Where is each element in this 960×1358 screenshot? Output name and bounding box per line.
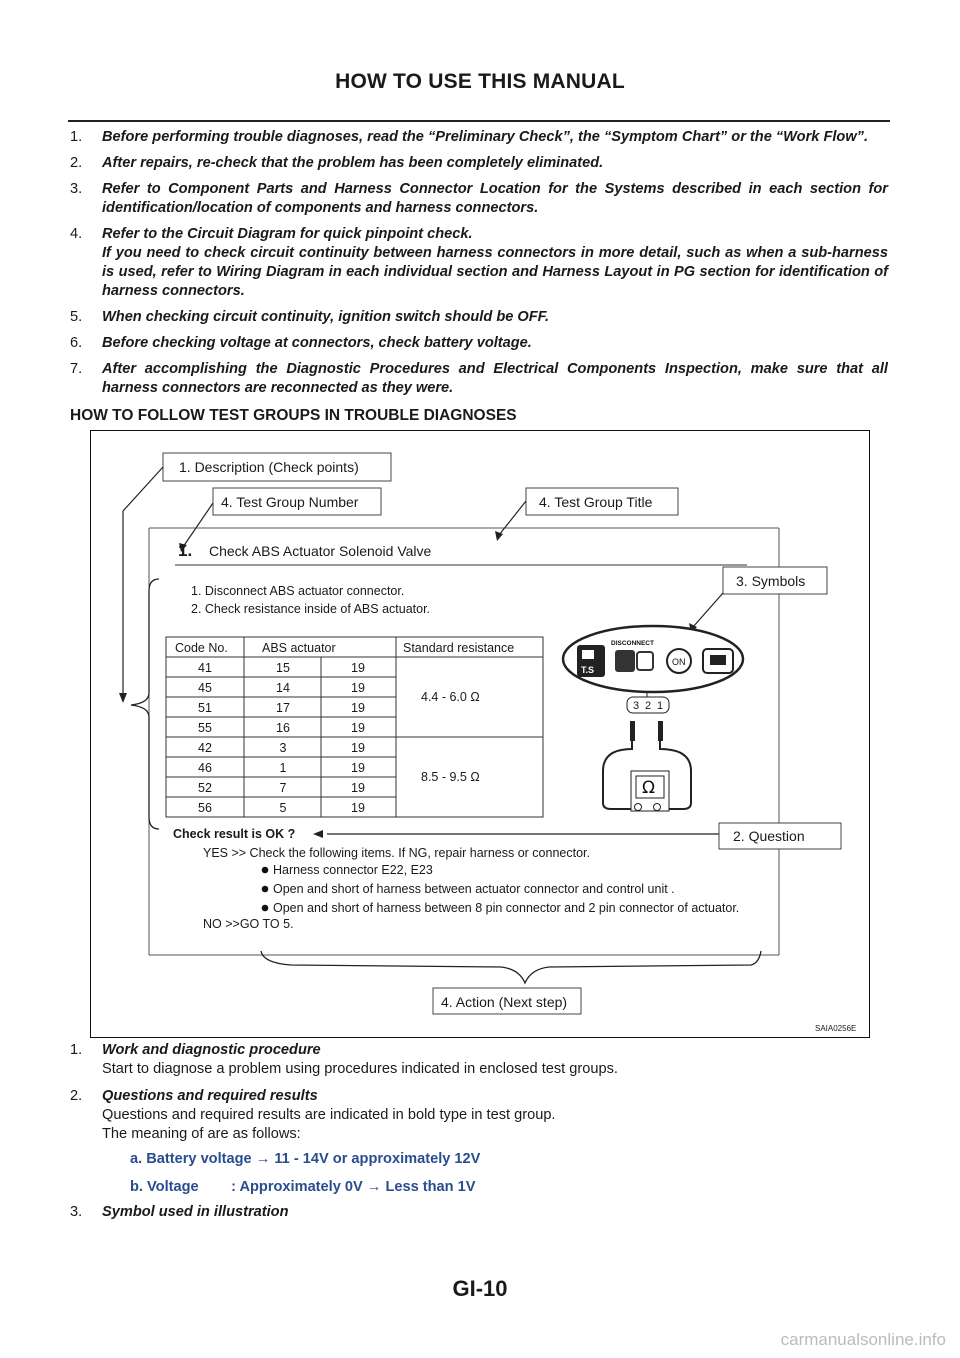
step-text-continued: If you need to check circuit continuity between harness connectors in more detail, such as when a sub-harness is used, refer to Wiring Diagram in each individual section and Harness Layout in PG section for identification of harness connectors. (102, 245, 888, 299)
disconnect-symbol-icon (611, 640, 654, 672)
required-result-examples (130, 1150, 480, 1206)
explanation-list (70, 1041, 888, 1152)
test-group-title: Check ABS Actuator Solenoid Valve (209, 543, 432, 559)
bullet-icon (262, 905, 269, 912)
explanation-item (70, 1087, 888, 1144)
check-item: Harness connector E22, E23 (273, 863, 433, 877)
explanation-item (70, 1041, 888, 1079)
probe-left (630, 721, 635, 741)
probe-right (658, 721, 663, 741)
table-cell: 5 (279, 801, 287, 815)
item-title: Questions and required results (102, 1088, 318, 1104)
figure-code: SAIA0256E (815, 1024, 857, 1033)
table-header-resistance: Standard resistance (403, 641, 515, 655)
connector-pin: 3 (633, 700, 640, 712)
item-number: 3. (70, 1204, 83, 1220)
table-cell: 14 (276, 681, 290, 695)
illustration-canvas (91, 431, 869, 1037)
table-cell: 46 (198, 761, 212, 775)
table-cell: 19 (351, 721, 365, 735)
callout-group-title-leader (499, 501, 526, 535)
bullet-icon (262, 886, 269, 893)
table-cell: 19 (351, 801, 365, 815)
table-header-code: Code No. (175, 641, 228, 655)
step-number: 1. (70, 129, 83, 145)
table-cell: 19 (351, 741, 365, 755)
step-number: 7. (70, 361, 83, 377)
connector-face-icon (703, 649, 733, 673)
step-item (70, 180, 888, 218)
check-item: Open and short of harness between actuator connector and control unit . (273, 882, 675, 896)
table-cell: 45 (198, 681, 212, 695)
yes-action: YES >> Check the following items. If NG, repair harness or connector. (203, 846, 590, 860)
step-text: Before checking voltage at connectors, check battery voltage. (102, 335, 532, 351)
action-brace (261, 951, 761, 983)
disconnect-label: DISCONNECT (611, 640, 654, 647)
step-text: After accomplishing the Diagnostic Procedures and Electrical Components Inspection, make sure that all harness connectors are reconnected as they were. (102, 361, 888, 396)
callout-action: 4. Action (Next step) (441, 994, 568, 1010)
watermark: carmanualsonline.info (780, 1330, 946, 1349)
step-item (70, 154, 888, 173)
arrowhead-icon (119, 693, 127, 703)
ohm-icon: Ω (642, 778, 655, 798)
callout-symbols: 3. Symbols (736, 573, 806, 589)
callout-description-leader (123, 467, 163, 701)
item-text: Start to diagnose a problem using procedures indicated in enclosed test groups. (102, 1061, 618, 1077)
table-cell: 55 (198, 721, 212, 735)
step-text: Refer to the Circuit Diagram for quick pinpoint check. (102, 226, 473, 242)
header-divider (68, 120, 890, 122)
step-item (70, 334, 888, 353)
connector-pin: 1 (657, 700, 664, 712)
item-number: 2. (70, 1088, 83, 1104)
table-cell: 41 (198, 661, 212, 675)
table-cell: 19 (351, 761, 365, 775)
page-number: GI-10 (452, 1276, 508, 1301)
table-cell: 19 (351, 701, 365, 715)
instruction-line: 1. Disconnect ABS actuator connector. (191, 584, 405, 598)
table-cell: 7 (279, 781, 287, 795)
table-cell: 42 (198, 741, 212, 755)
connector-pin: 2 (645, 700, 652, 712)
callout-question: 2. Question (733, 828, 805, 844)
check-item: Open and short of harness between 8 pin connector and 2 pin connector of actuator. (273, 901, 740, 915)
callout-group-number: 4. Test Group Number (221, 494, 359, 510)
ts-label: T.S (581, 665, 595, 675)
step-item (70, 225, 888, 301)
instruction-line: 2. Check resistance inside of ABS actuator. (191, 602, 431, 616)
explanation-item (70, 1204, 289, 1220)
step-item (70, 360, 888, 398)
step-text: When checking circuit continuity, ignition switch should be OFF. (102, 309, 550, 325)
callout-symbols-leader (693, 593, 723, 627)
table-cell: 15 (276, 661, 290, 675)
item-number: 1. (70, 1042, 83, 1058)
ignition-on-icon (667, 649, 691, 673)
resistance-range: 8.5 - 9.5 Ω (421, 770, 480, 784)
test-group-illustration (90, 430, 870, 1038)
item-text: Questions and required results are indicated in bold type in test group. (102, 1107, 556, 1123)
resistance-range: 4.4 - 6.0 Ω (421, 690, 480, 704)
resistance-table (166, 637, 543, 817)
step-text: Refer to Component Parts and Harness Connector Location for the Systems described in each section for identification/location of components and harness connectors. (102, 181, 888, 216)
section-title: HOW TO FOLLOW TEST GROUPS IN TROUBLE DIAGNOSES (70, 407, 517, 424)
description-brace (131, 579, 159, 829)
table-header-actuator: ABS actuator (262, 641, 336, 655)
ignition-on-label: ON (672, 657, 686, 667)
item-title: Work and diagnostic procedure (102, 1042, 321, 1058)
arrowhead-icon (495, 531, 503, 541)
precaution-steps (70, 128, 888, 405)
callout-description: 1. Description (Check points) (179, 459, 359, 475)
item-title: Symbol used in illustration (102, 1204, 289, 1220)
item-text: The meaning of are as follows: (102, 1126, 301, 1142)
table-cell: 19 (351, 661, 365, 675)
table-cell: 51 (198, 701, 212, 715)
step-number: 5. (70, 309, 83, 325)
example-line: b. Voltage : Approximately 0V → Less than 1V (130, 1179, 476, 1195)
table-cell: 52 (198, 781, 212, 795)
table-cell: 16 (276, 721, 290, 735)
table-cell: 1 (279, 761, 287, 775)
page-header-title: HOW TO USE THIS MANUAL (335, 70, 625, 93)
bullet-icon (262, 867, 269, 874)
table-cell: 17 (276, 701, 290, 715)
meter-lead-left (603, 741, 632, 809)
step-number: 6. (70, 335, 83, 351)
table-cell: 19 (351, 681, 365, 695)
step-item (70, 308, 888, 327)
step-text: Before performing trouble diagnoses, read the “Preliminary Check”, the “Symptom Chart” or the “Work Flow”. (102, 129, 869, 145)
table-cell: 19 (351, 781, 365, 795)
check-result-question: Check result is OK ? (173, 827, 296, 841)
callout-group-title: 4. Test Group Title (539, 494, 653, 510)
arrowhead-icon (313, 830, 323, 838)
step-number: 4. (70, 226, 83, 242)
step-text: After repairs, re-check that the problem has been completely eliminated. (102, 155, 604, 171)
step-item (70, 128, 888, 147)
test-group-number: 1. (178, 541, 193, 560)
step-number: 3. (70, 181, 83, 197)
example-line: a. Battery voltage → 11 - 14V or approximately 12V (130, 1151, 481, 1167)
table-cell: 56 (198, 801, 212, 815)
step-number: 2. (70, 155, 83, 171)
tester-symbol-icon (577, 645, 605, 677)
table-cell: 3 (279, 741, 287, 755)
no-action: NO >>GO TO 5. (203, 917, 294, 931)
